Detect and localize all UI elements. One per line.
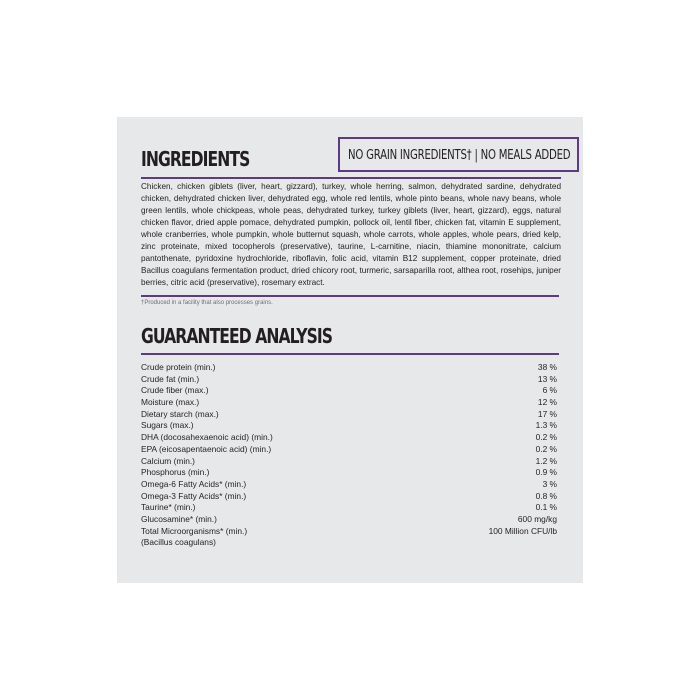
analysis-row xyxy=(141,420,557,432)
analysis-row xyxy=(141,479,557,491)
analysis-label: Sugars (max.) xyxy=(141,420,194,431)
analysis-label: Calcium (min.) xyxy=(141,455,195,466)
analysis-row xyxy=(141,374,557,386)
analysis-value: 0.9 % xyxy=(535,467,557,478)
analysis-row xyxy=(141,502,557,514)
analysis-label: Total Microorganisms* (min.) xyxy=(141,525,248,536)
ingredients-divider xyxy=(141,295,559,297)
ingredients-title: INGREDIENTS xyxy=(141,147,250,171)
analysis-label: Crude fat (min.) xyxy=(141,373,200,384)
analysis-label: Moisture (max.) xyxy=(141,397,200,408)
analysis-value: 1.3 % xyxy=(535,420,557,431)
ingredients-header xyxy=(141,137,571,179)
analysis-label: Glucosamine* (min.) xyxy=(141,513,217,524)
analysis-label: Taurine* (min.) xyxy=(141,502,196,513)
analysis-value: 0.8 % xyxy=(535,490,557,501)
analysis-row xyxy=(141,362,557,374)
microorganism-note: (Bacillus coagulans) xyxy=(141,537,216,548)
analysis-value: 3 % xyxy=(542,478,557,489)
analysis-value: 13 % xyxy=(537,373,557,384)
analysis-value: 1.2 % xyxy=(535,455,557,466)
analysis-row xyxy=(141,467,557,479)
analysis-row xyxy=(141,456,557,468)
analysis-label: EPA (eicosapentaenoic acid) (min.) xyxy=(141,443,272,454)
analysis-label: Phosphorus (min.) xyxy=(141,467,210,478)
analysis-value: 17 % xyxy=(537,408,557,419)
analysis-row xyxy=(141,526,557,538)
analysis-label: Crude fiber (max.) xyxy=(141,385,209,396)
guaranteed-analysis-table xyxy=(141,362,557,549)
analysis-value: 12 % xyxy=(537,397,557,408)
analysis-value: 6 % xyxy=(542,385,557,396)
analysis-row xyxy=(141,432,557,444)
analysis-label: Omega-6 Fatty Acids* (min.) xyxy=(141,478,247,489)
ingredients-list: Chicken, chicken giblets (liver, heart, gizzard), turkey, whole herring, salmon, dehydrated sardine, dehydrated chicken, dehydrated chicken liver, dehydrated egg, whole red lentils, whole pinto beans, whole navy beans, whole green lentils, whole chickpeas, whole peas, dehydrated turkey, turkey giblets (liver, heart, gizzard), eggs, natural chicken flavor, dried apple pomace, dehydrated pumpkin, pollock oil, lentil fiber, chicken fat, vitamin E supplement, whole cranberries, whole pumpkin, whole butternut squash, whole carrots, whole apples, whole pears, dried kelp, zinc proteinate, mixed tocopherols (preservative), taurine, L-carnitine, niacin, thiamine mononitrate, calcium pantothenate, pyridoxine hydrochloride, riboflavin, folic acid, vitamin B12 supplement, copper proteinate, dried Bacillus coagulans fermentation product, dried chicory root, turmeric, sarsaparilla root, althea root, rosehips, juniper berries, citric acid (preservative), rosemary extract. xyxy=(141,182,561,287)
analysis-row xyxy=(141,409,557,421)
analysis-row xyxy=(141,444,557,456)
analysis-row xyxy=(141,397,557,409)
nutrition-panel xyxy=(117,117,583,583)
analysis-value: 100 Million CFU/lb xyxy=(488,525,557,536)
no-grain-badge xyxy=(338,137,579,172)
analysis-value: 0.1 % xyxy=(535,502,557,513)
guaranteed-analysis-title: GUARANTEED ANALYSIS xyxy=(141,324,333,348)
analysis-label: Dietary starch (max.) xyxy=(141,408,219,419)
analysis-label: Crude protein (min.) xyxy=(141,362,216,372)
analysis-value: 0.2 % xyxy=(535,432,557,443)
grain-footnote: †Produced in a facility that also processes grains. xyxy=(141,300,273,306)
analysis-row xyxy=(141,385,557,397)
analysis-value: 38 % xyxy=(537,362,557,372)
analysis-value: 600 mg/kg xyxy=(517,513,557,524)
analysis-label: DHA (docosahexaenoic acid) (min.) xyxy=(141,432,273,443)
analysis-value: 0.2 % xyxy=(535,443,557,454)
no-grain-badge-text: NO GRAIN INGREDIENTS† | NO MEALS ADDED xyxy=(348,148,571,163)
analysis-label: Omega-3 Fatty Acids* (min.) xyxy=(141,490,247,501)
guaranteed-analysis-divider xyxy=(141,353,559,355)
analysis-row xyxy=(141,491,557,503)
analysis-row xyxy=(141,514,557,526)
